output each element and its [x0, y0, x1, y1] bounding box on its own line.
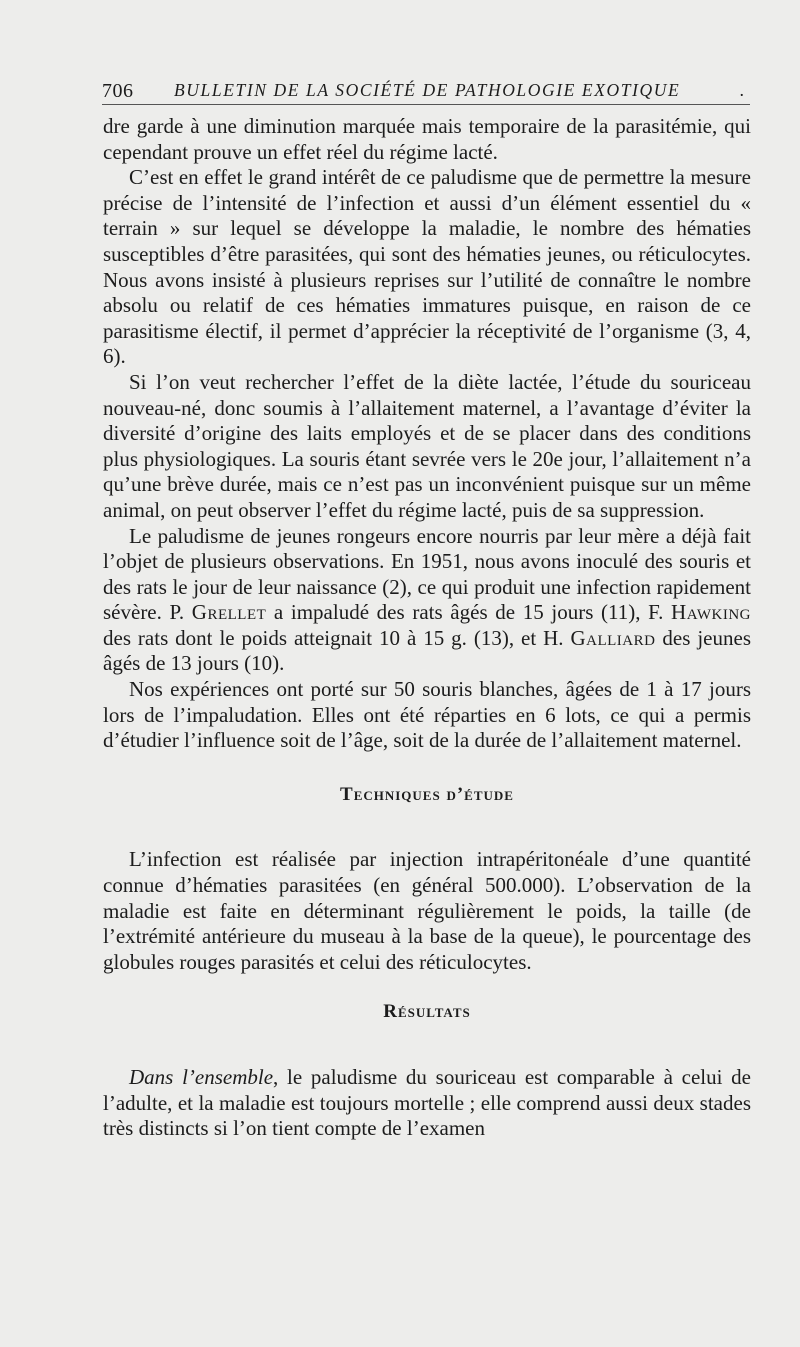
- paragraph-1: dre garde à une diminution marquée mais temporaire de la parasitémie, qui cependant prouve un effet réel du régime lacté.: [103, 114, 751, 164]
- running-title: BULLETIN DE LA SOCIÉTÉ DE PATHOLOGIE EXOTIQUE: [174, 80, 681, 100]
- paragraph-2: C’est en effet le grand intérêt de ce paludisme que de permettre la mesure précise de l’intensité de l’infection et aussi d’un élément essentiel du « terrain » sur lequel se développe la maladie, le nombre des hématies susceptibles d’être parasitées, qui sont des hématies jeunes, ou réticulocytes. Nous avons insisté à plusieurs reprises sur l’utilité de connaître le nombre absolu ou relatif de ces hématies immatures puisque, en raison de ce parasitisme électif, il permet d’apprécier la réceptivité de l’organisme (3, 4, 6).: [103, 165, 751, 369]
- section-heading-resultats: Résultats: [383, 1001, 471, 1023]
- paragraph-4: [103, 524, 751, 678]
- p7-italic-lead: Dans l’ensemble: [129, 1065, 274, 1089]
- header-rule: [102, 104, 750, 105]
- paragraph-3: Si l’on veut rechercher l’effet de la diète lactée, l’étude du souriceau nouveau-né, donc soumis à l’allaitement maternel, a l’avantage d’éviter la diversité d’origine des laits employés et de se placer dans des conditions plus physiologiques. La souris étant sevrée vers le 20e jour, l’allaitement n’a qu’une brève durée, mais ce n’est pas un inconvénient puisque sur un même animal, on peut observer l’effet du régime lacté, puis de sa suppression.: [103, 369, 751, 522]
- header-dot: .: [739, 80, 744, 100]
- p4-text-c: des rats dont le poids atteignait 10 à 15 g. (13), et H.: [103, 625, 571, 650]
- paragraph-7: [103, 1065, 751, 1142]
- p4-text-a: Le paludisme de jeunes rongeurs encore nourris par leur mère a déjà fait l’objet de plusieurs observations. En 1951, nous avons inoculé des souris et des rats le jour de leur naissance (2), ce qui produit une infection rapidement sévère. P.: [103, 523, 751, 625]
- author-grellet: Grellet: [191, 600, 267, 625]
- author-galliard: Galliard: [570, 625, 656, 650]
- p7-text: , le paludisme du souriceau est comparable à celui de l’adulte, et la maladie est toujours mortelle ; elle comprend aussi deux stades très distincts si l’on tient compte de l’examen: [103, 1065, 751, 1141]
- section-heading-techniques: Techniques d’étude: [340, 783, 514, 805]
- paragraph-5: Nos expériences ont porté sur 50 souris blanches, âgées de 1 à 17 jours lors de l’impaludation. Elles ont été réparties en 6 lots, ce qui a permis d’étudier l’influence soit de l’âge, soit de la durée de l’allaitement maternel.: [103, 677, 751, 753]
- author-hawking: Hawking: [671, 600, 751, 625]
- page-number: 706: [102, 80, 134, 102]
- p4-text-b: a impaludé des rats âgés de 15 jours (11), F.: [266, 600, 672, 625]
- p4-text-d: des jeunes âgés de 13 jours (10).: [103, 625, 751, 676]
- paragraph-6: L’infection est réalisée par injection intrapéritonéale d’une quantité connue d’hématies parasitées (en général 500.000). L’observation de la maladie est faite en déterminant régulièrement le poids, la taille (de l’extrémité antérieure du museau à la base de la queue), le pourcentage des globules rouges parasités et celui des réticulocytes.: [103, 847, 751, 974]
- body-text: [103, 114, 751, 1142]
